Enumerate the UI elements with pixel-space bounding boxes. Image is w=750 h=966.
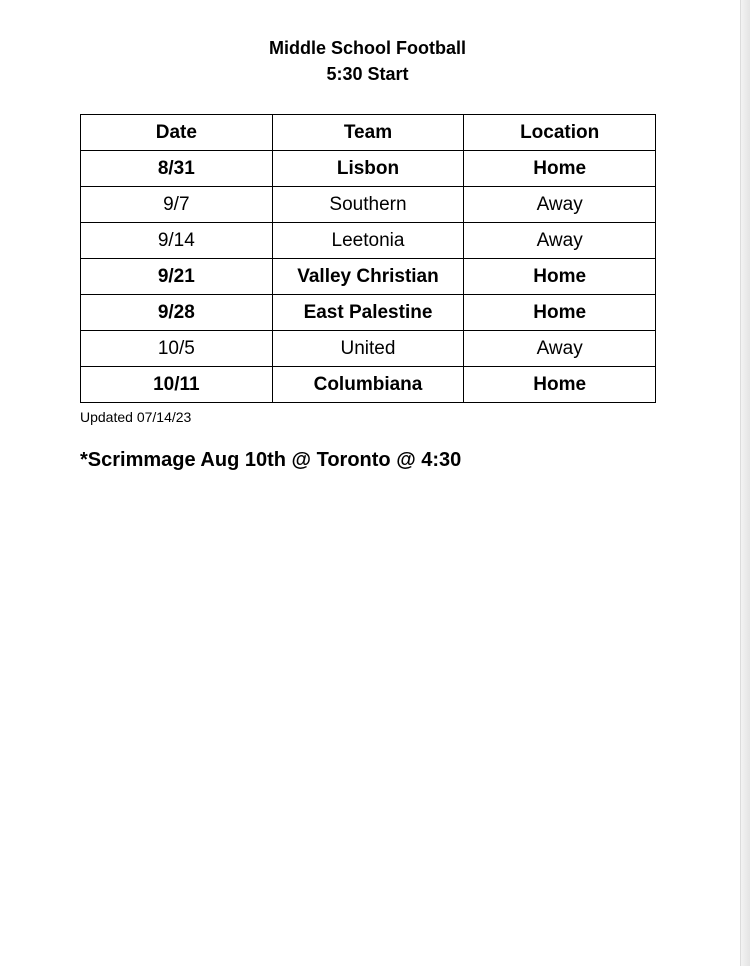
column-header-date: Date (81, 115, 273, 151)
cell-location: Away (464, 223, 656, 259)
cell-team: Southern (272, 187, 464, 223)
cell-team: Lisbon (272, 151, 464, 187)
table-row (81, 367, 656, 403)
cell-team: Leetonia (272, 223, 464, 259)
scrimmage-note: *Scrimmage Aug 10th @ Toronto @ 4:30 (80, 449, 462, 471)
table-header-row (81, 115, 656, 151)
table-row (81, 151, 656, 187)
cell-date: 9/14 (81, 223, 273, 259)
cell-team: Columbiana (272, 367, 464, 403)
cell-date: 9/21 (81, 259, 273, 295)
column-header-location: Location (464, 115, 656, 151)
cell-date: 9/28 (81, 295, 273, 331)
updated-note: Updated 07/14/23 (80, 409, 192, 425)
cell-date: 10/11 (81, 367, 273, 403)
cell-date: 10/5 (81, 331, 273, 367)
cell-location: Away (464, 187, 656, 223)
cell-location: Home (464, 367, 656, 403)
cell-location: Home (464, 151, 656, 187)
cell-team: Valley Christian (272, 259, 464, 295)
table-row (81, 187, 656, 223)
table-row (81, 295, 656, 331)
cell-location: Home (464, 295, 656, 331)
page-subtitle: 5:30 Start (326, 64, 409, 84)
cell-team: United (272, 331, 464, 367)
cell-location: Away (464, 331, 656, 367)
cell-date: 8/31 (81, 151, 273, 187)
page-title: Middle School Football (269, 38, 466, 58)
schedule-table (80, 114, 656, 403)
cell-location: Home (464, 259, 656, 295)
table-row (81, 331, 656, 367)
table-row (81, 259, 656, 295)
cell-team: East Palestine (272, 295, 464, 331)
page-edge-shadow (740, 0, 750, 966)
cell-date: 9/7 (81, 187, 273, 223)
table-row (81, 223, 656, 259)
column-header-team: Team (272, 115, 464, 151)
